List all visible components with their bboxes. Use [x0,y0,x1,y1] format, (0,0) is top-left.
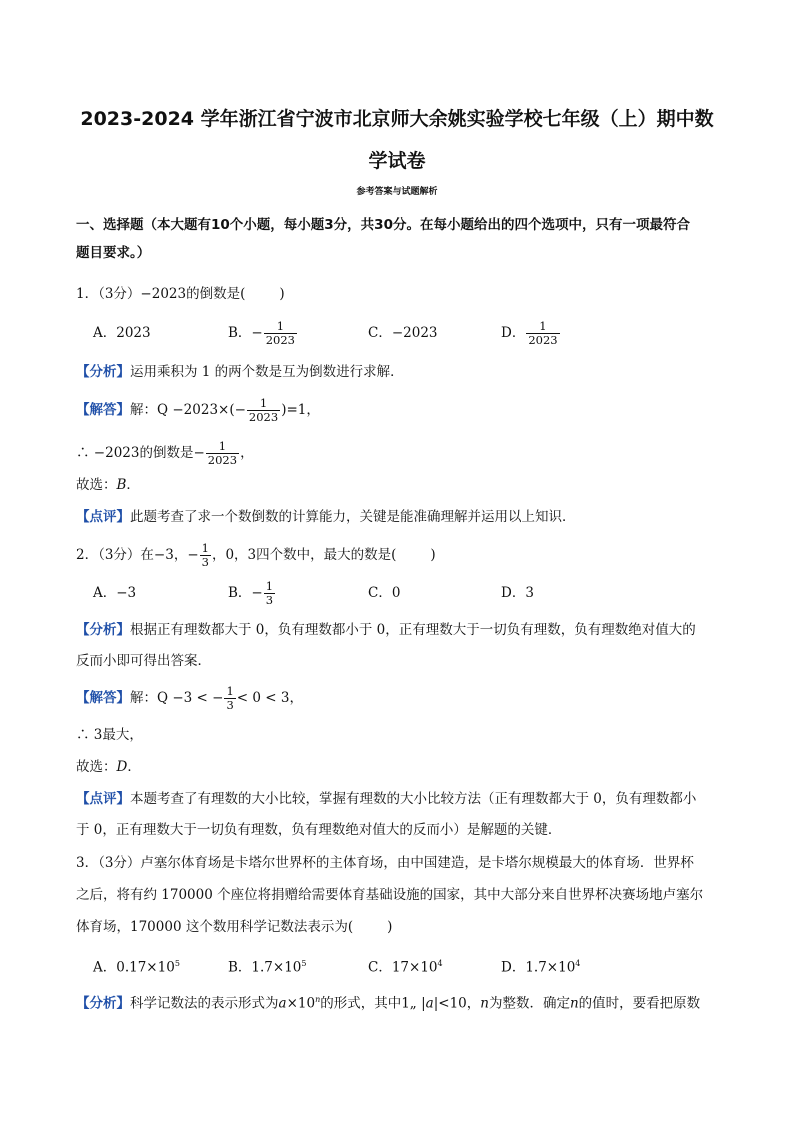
q1-option-b-prefix: B．− [228,325,263,341]
q3-stem-line3 [76,917,392,937]
q3-stem-end: ) [387,919,393,935]
q2-comment-line1 [76,789,696,809]
q2-comment-tag: 【点评】 [76,791,130,807]
q3-analysis-exp: n [315,995,321,1004]
q1-option-d-num: 1 [539,319,547,333]
q1-choice [76,475,140,495]
q1-option-c: C．−2023 [368,325,438,341]
q2-comment-text1: 本题考查了有理数的大小比较，掌握有理数的大小比较方法（正有理数都大于 0，负有理数都小 [130,791,697,807]
q1-option-d [501,320,561,347]
q2-analysis-line1 [76,620,696,640]
q2-choice [76,757,141,777]
q1-answer-suffix: )=1， [281,402,320,418]
q1-option-b [228,320,298,347]
q1-analysis-tag: 【分析】 [76,364,130,380]
q3-analysis-n2: n [569,995,579,1012]
q2-option-b-prefix: B．− [228,585,263,601]
q1-answer-num: 1 [259,396,268,410]
q2-choice-suffix: ． [127,759,141,775]
q1-analysis [76,362,404,382]
q1-comment-tag: 【点评】 [76,509,130,525]
q3-option-a [93,954,180,978]
q1-therefore [76,440,254,467]
q2-option-b-den: 3 [265,593,274,607]
q1-option-a: A．2023 [93,325,151,341]
q2-stem-prefix: 2．（3分）在−3，− [76,547,199,563]
q1-stem [76,284,285,304]
page-title-line1: 2023-2024 学年浙江省宁波市北京师大余姚实验学校七年级（上）期中数 [80,108,714,130]
q2-choice-letter: D [116,759,128,775]
q2-answer-num: 1 [226,684,234,698]
q3-stem-line1: 3．（3分）卢塞尔体育场是卡塔尔世界杯的主体育场，由中国建造，是卡塔尔规模最大的体育场．世界杯 [76,855,694,871]
q3-option-b-base: B．1.7×10 [228,959,302,976]
q3-option-b-exp: 5 [301,959,307,968]
q2-stem-suffix: ，0，3四个数中，最大的数是( [211,547,397,563]
q3-analysis-suffix: 为整数．确定 [488,995,570,1012]
q1-choice-prefix: 故选： [76,477,117,493]
q3-stem-text3: 体育场，170000 这个数用科学记数法表示为( [76,919,354,935]
q1-answer-tag: 【解答】 [76,402,130,418]
section-heading-line2: 题目要求。） [76,245,151,261]
q2-answer-tag: 【解答】 [76,690,130,706]
q2-comment-line2: 于 0，正有理数大于一切负有理数，负有理数绝对值大的反而小）是解题的关键． [76,822,562,838]
q2-option-b-fraction [264,580,275,607]
q1-comment-text: 此题考查了求一个数倒数的计算能力，关键是能准确理解并运用以上知识． [130,509,576,525]
q3-option-d-base: D．1.7×10 [501,959,576,976]
q1-option-d-fraction [526,320,559,347]
section-heading-line1: 一、选择题（本大题有10个小题，每小题3分，共30分。在每小题给出的四个选项中，只有一项最符合 [76,217,690,233]
q2-analysis-text1: 根据正有理数都大于 0，负有理数都小于 0，正有理数大于一切负有理数，负有理数绝对值大的 [130,622,696,638]
q2-option-a: A．−3 [93,585,137,601]
q2-answer-prefix: 解：Q −3 < − [130,690,224,706]
q3-analysis-mid: 的形式，其中1„ | [320,995,426,1012]
q3-option-d-exp: 4 [575,959,581,968]
q1-stem-text: 1．（3分）−2023的倒数是( [76,286,246,302]
q3-option-a-exp: 5 [174,959,180,968]
q3-stem-line2: 之后，将有约 170000 个座位将捐赠给需要体育基础设施的国家，其中大部分来自世界杯决赛场地卢塞尔 [76,887,704,903]
page-subtitle: 参考答案与试题解析 [356,187,438,197]
q3-option-c-base: C．17×10 [368,959,438,976]
q2-analysis-line2: 反而小即可得出答案． [76,653,211,669]
q3-analysis-a: a [278,995,287,1012]
q1-therefore-suffix: ， [240,445,254,461]
q2-therefore: ∴ 3最大， [76,727,143,743]
q2-answer-den: 3 [226,698,234,712]
q2-answer-suffix: < 0 < 3， [236,690,303,706]
q1-answer [76,397,320,424]
q1-therefore-fraction [206,440,239,467]
q2-option-b [228,580,276,607]
q2-stem-end: ) [430,547,436,563]
q1-therefore-num: 1 [218,439,227,453]
q1-option-d-prefix: D． [501,325,526,341]
q1-choice-letter: B [116,477,127,493]
q3-analysis-prefix: 科学记数法的表示形式为 [130,995,279,1012]
q3-option-c [368,954,443,978]
q1-therefore-prefix: ∴ −2023的倒数是− [76,445,205,461]
q1-answer-fraction [247,397,280,424]
q3-analysis-lt: |<10， [433,995,481,1012]
q2-option-d: D．3 [501,585,534,601]
q3-option-d [501,954,580,978]
q3-analysis-x: ×10 [286,995,316,1012]
q2-stem [76,542,436,569]
q2-answer-fraction [224,685,235,712]
q3-option-a-base: A．0.17×10 [93,959,175,976]
q2-stem-num: 1 [201,541,209,555]
q1-answer-prefix: 解：Q −2023×(− [130,402,246,418]
q1-option-b-den: 2023 [265,333,296,347]
q3-analysis [76,990,700,1014]
q2-option-b-num: 1 [265,579,274,593]
page-title-line2: 学试卷 [368,150,426,172]
q1-option-d-den: 2023 [528,333,558,347]
q1-answer-den: 2023 [248,410,279,424]
q2-stem-fraction [200,542,211,569]
q1-analysis-text: 运用乘积为 1 的两个数是互为倒数进行求解． [130,364,404,380]
q1-therefore-den: 2023 [207,453,238,467]
q2-answer [76,685,303,712]
q1-stem-end: ) [279,286,285,302]
q2-option-c: C．0 [368,585,401,601]
q3-analysis-end: 的值时，要看把原数 [578,995,701,1012]
q1-comment [76,507,576,527]
q2-stem-den: 3 [201,555,209,569]
q3-analysis-abs: a [425,995,434,1012]
q3-analysis-tag: 【分析】 [76,995,130,1012]
q3-option-b [228,954,306,978]
q2-analysis-tag: 【分析】 [76,622,130,638]
q3-analysis-n: n [480,995,489,1012]
q1-choice-suffix: ． [126,477,140,493]
q3-option-c-exp: 4 [437,959,443,968]
q1-option-b-fraction [264,320,297,347]
q1-option-b-num: 1 [276,319,285,333]
q2-choice-prefix: 故选： [76,759,117,775]
